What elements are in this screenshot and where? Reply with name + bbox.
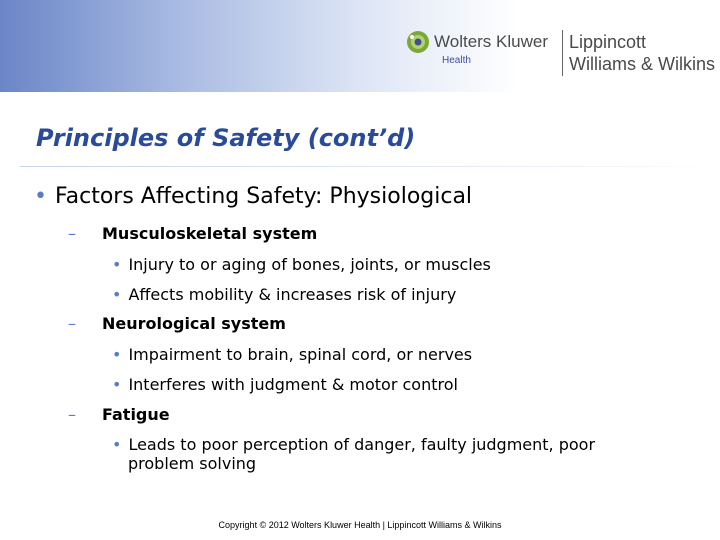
logo-lippincott: Lippincott <box>569 32 647 52</box>
section-label: Neurological system <box>102 314 286 333</box>
bullet-icon: • <box>112 435 122 454</box>
main-bullet-text: Factors Affecting Safety: Physiological <box>54 184 473 209</box>
sub-bullet-text: Injury to or aging of bones, joints, or muscles <box>128 255 491 274</box>
sub-bullet-text: Interferes with judgment & motor control <box>128 375 458 394</box>
dash-icon: – <box>68 314 76 333</box>
logo-health: Health <box>442 55 471 66</box>
sub-bullet-text: Leads to poor perception of danger, faulty judgment, poor <box>128 435 596 454</box>
sub-bullet-text: Impairment to brain, spinal cord, or nerves <box>128 345 473 364</box>
main-bullet <box>34 184 472 209</box>
slide-title: Principles of Safety (cont’d) <box>36 124 416 152</box>
sub-bullet <box>112 345 472 364</box>
sub-bullet-text: Affects mobility & increases risk of injury <box>128 285 457 304</box>
bullet-icon: • <box>112 285 122 304</box>
logo-williams-wilkins: Williams & Wilkins <box>569 54 715 74</box>
bullet-icon: • <box>34 184 47 209</box>
section-musculoskeletal <box>68 224 317 243</box>
section-label: Musculoskeletal system <box>102 224 318 243</box>
sub-bullet-continuation: problem solving <box>128 454 257 473</box>
sub-bullet <box>112 375 458 394</box>
sub-bullet <box>112 255 491 274</box>
section-label: Fatigue <box>102 405 170 424</box>
section-fatigue <box>68 405 170 424</box>
copyright-footer: Copyright © 2012 Wolters Kluwer Health | Lippincott Williams & Wilkins <box>218 520 502 530</box>
bullet-icon: • <box>112 375 122 394</box>
bullet-icon: • <box>112 255 122 274</box>
title-divider <box>20 166 720 167</box>
sub-bullet <box>112 285 456 304</box>
dash-icon: – <box>68 224 76 243</box>
bullet-icon: • <box>112 345 122 364</box>
dash-icon: – <box>68 405 76 424</box>
logo-divider <box>562 30 563 76</box>
sub-bullet <box>112 435 595 454</box>
wolters-kluwer-logo-icon <box>406 30 430 54</box>
section-neurological <box>68 314 286 333</box>
logo-wolters-kluwer: Wolters Kluwer <box>434 32 548 51</box>
